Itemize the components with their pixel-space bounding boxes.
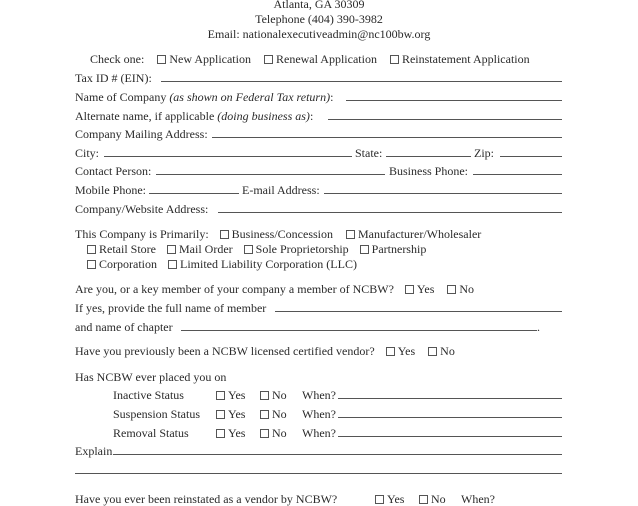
header-phone: Telephone (404) 390-3982	[255, 12, 383, 26]
city-label: City:	[75, 146, 100, 160]
checkbox-icon[interactable]	[167, 245, 176, 254]
reinstated-no[interactable]: No	[419, 492, 446, 506]
contact-person-field[interactable]	[156, 174, 385, 175]
licensed-no[interactable]: No	[428, 344, 455, 358]
status-inactive-no[interactable]: No	[260, 388, 287, 402]
business-phone-label: Business Phone:	[389, 164, 469, 178]
alternate-name-field[interactable]	[328, 119, 562, 120]
chapter-name-label: and name of chapter	[75, 320, 173, 334]
status-removal-yes[interactable]: Yes	[216, 426, 245, 440]
state-label: State:	[355, 146, 383, 160]
checkbox-icon[interactable]	[428, 347, 437, 356]
status-heading: Has NCBW ever placed you on	[75, 370, 227, 384]
licensed-row	[75, 344, 455, 358]
checkbox-icon[interactable]	[260, 429, 269, 438]
checkbox-icon[interactable]	[386, 347, 395, 356]
email-address-label: E-mail Address:	[242, 183, 320, 197]
explain-field-line-2[interactable]	[75, 473, 562, 474]
status-removal-when-field[interactable]	[338, 436, 562, 437]
status-suspension-when-label: When?	[302, 407, 336, 421]
licensed-yes[interactable]: Yes	[386, 344, 415, 358]
state-field[interactable]	[386, 156, 471, 157]
status-suspension-when-field[interactable]	[338, 417, 562, 418]
status-removal-label: Removal Status	[113, 426, 189, 440]
primarily-label: This Company is Primarily:	[75, 227, 209, 241]
mobile-phone-label: Mobile Phone:	[75, 183, 146, 197]
mobile-phone-field[interactable]	[149, 193, 239, 194]
city-field[interactable]	[104, 156, 352, 157]
status-inactive-when-label: When?	[302, 388, 336, 402]
checkbox-icon[interactable]	[216, 429, 225, 438]
option-sole-proprietorship[interactable]: Sole Proprietorship	[244, 242, 349, 256]
business-phone-field[interactable]	[473, 174, 562, 175]
check-one-row	[90, 52, 530, 66]
checkbox-icon[interactable]	[216, 410, 225, 419]
zip-field[interactable]	[500, 156, 562, 157]
status-inactive-yes[interactable]: Yes	[216, 388, 245, 402]
chapter-name-field[interactable]	[181, 330, 537, 331]
option-partnership[interactable]: Partnership	[360, 242, 427, 256]
status-removal-when-label: When?	[302, 426, 336, 440]
email-address-field[interactable]	[324, 193, 562, 194]
checkbox-icon[interactable]	[447, 285, 456, 294]
checkbox-icon[interactable]	[346, 230, 355, 239]
primarily-row-2	[87, 242, 426, 256]
option-new-application[interactable]: New Application	[157, 52, 251, 66]
mailing-address-field[interactable]	[212, 137, 562, 138]
option-mail-order[interactable]: Mail Order	[167, 242, 233, 256]
status-removal-no[interactable]: No	[260, 426, 287, 440]
explain-label: Explain	[75, 444, 113, 458]
option-renewal-application[interactable]: Renewal Application	[264, 52, 377, 66]
membership-row	[75, 282, 474, 296]
checkbox-icon[interactable]	[157, 55, 166, 64]
checkbox-icon[interactable]	[168, 260, 177, 269]
checkbox-icon[interactable]	[405, 285, 414, 294]
status-suspension-no[interactable]: No	[260, 407, 287, 421]
checkbox-icon[interactable]	[87, 260, 96, 269]
company-name-label: Name of Company (as shown on Federal Tax return):	[75, 90, 334, 104]
status-inactive-label: Inactive Status	[113, 388, 184, 402]
option-reinstatement-application[interactable]: Reinstatement Application	[390, 52, 530, 66]
zip-label: Zip:	[474, 146, 494, 160]
checkbox-icon[interactable]	[390, 55, 399, 64]
checkbox-icon[interactable]	[216, 391, 225, 400]
primarily-row-3	[87, 257, 357, 271]
membership-question: Are you, or a key member of your company a member of NCBW?	[75, 282, 394, 296]
checkbox-icon[interactable]	[260, 391, 269, 400]
header-city: Atlanta, GA 30309	[273, 0, 365, 11]
company-name-field[interactable]	[346, 100, 562, 101]
licensed-question: Have you previously been a NCBW licensed certified vendor?	[75, 344, 375, 358]
membership-yes[interactable]: Yes	[405, 282, 434, 296]
website-field[interactable]	[218, 212, 562, 213]
contact-person-label: Contact Person:	[75, 164, 152, 178]
member-name-label: If yes, provide the full name of member	[75, 301, 267, 315]
reinstated-when-label: When?	[461, 492, 495, 506]
status-suspension-yes[interactable]: Yes	[216, 407, 245, 421]
header-email: Email: nationalexecutiveadmin@nc100bw.org	[207, 27, 431, 41]
check-one-label: Check one:	[90, 52, 145, 66]
reinstated-question: Have you ever been reinstated as a vendor by NCBW?	[75, 492, 338, 506]
website-label: Company/Website Address:	[75, 202, 209, 216]
option-business-concession[interactable]: Business/Concession	[220, 227, 333, 241]
reinstated-yes[interactable]: Yes	[375, 492, 404, 506]
option-llc[interactable]: Limited Liability Corporation (LLC)	[168, 257, 357, 271]
checkbox-icon[interactable]	[244, 245, 253, 254]
chapter-period: .	[537, 320, 540, 334]
option-retail-store[interactable]: Retail Store	[87, 242, 156, 256]
option-manufacturer-wholesaler[interactable]: Manufacturer/Wholesaler	[346, 227, 481, 241]
status-inactive-when-field[interactable]	[338, 398, 562, 399]
member-name-field[interactable]	[275, 311, 562, 312]
status-suspension-label: Suspension Status	[113, 407, 201, 421]
checkbox-icon[interactable]	[87, 245, 96, 254]
option-corporation[interactable]: Corporation	[87, 257, 157, 271]
mailing-address-label: Company Mailing Address:	[75, 127, 208, 141]
tax-id-label: Tax ID # (EIN):	[75, 71, 152, 85]
checkbox-icon[interactable]	[360, 245, 369, 254]
checkbox-icon[interactable]	[260, 410, 269, 419]
alternate-name-label: Alternate name, if applicable (doing business as):	[75, 109, 314, 123]
primarily-row-1	[75, 227, 481, 241]
tax-id-field[interactable]	[161, 81, 562, 82]
checkbox-icon[interactable]	[220, 230, 229, 239]
checkbox-icon[interactable]	[264, 55, 273, 64]
membership-no[interactable]: No	[447, 282, 474, 296]
explain-field-line-1[interactable]	[113, 454, 562, 455]
